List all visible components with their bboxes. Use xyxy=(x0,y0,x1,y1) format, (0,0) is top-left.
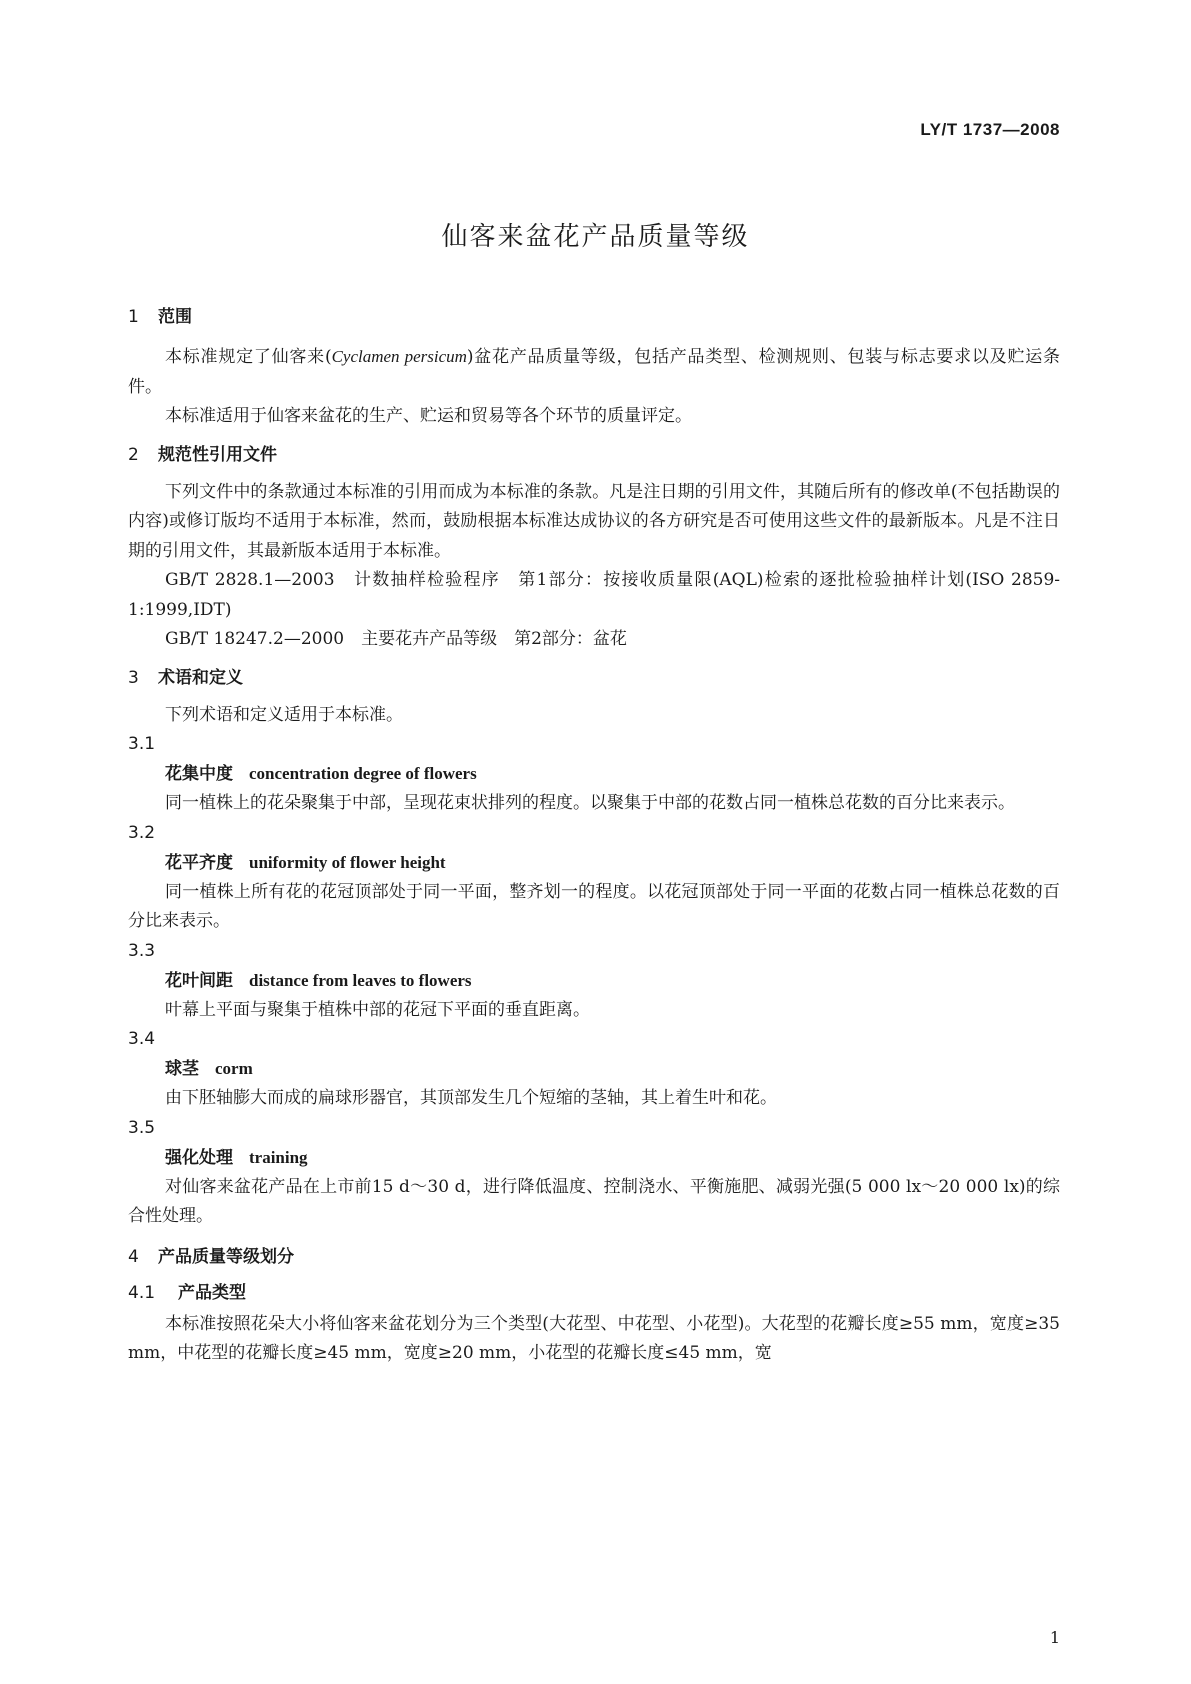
section-4-1-paragraph: 本标准按照花朵大小将仙客来盆花划分为三个类型(大花型、中花型、小花型)。大花型的花瓣长度≥55 mm，宽度≥35 mm，中花型的花瓣长度≥45 mm，宽度≥20 mm，小花型的花瓣长度≤45 mm，宽 xyxy=(128,1313,1060,1363)
term-number: 3.2 xyxy=(128,822,156,843)
section-1-paragraph-2: 本标准适用于仙客来盆花的生产、贮运和贸易等各个环节的质量评定。 xyxy=(165,406,692,426)
term-3-1 xyxy=(128,730,1060,819)
term-3-4 xyxy=(128,1025,1060,1114)
term-number: 3.5 xyxy=(128,1117,156,1138)
term-definition: 同一植株上的花朵聚集于中部，呈现花束状排列的程度。以聚集于中部的花数占同一植株总花数的百分比来表示。 xyxy=(165,793,1015,813)
latin-name: Cyclamen persicum xyxy=(331,347,467,366)
term-english: distance from leaves to flowers xyxy=(249,970,472,990)
term-english: uniformity of flower height xyxy=(249,852,446,872)
subsection-4-1-heading xyxy=(128,1282,1060,1304)
section-3-heading xyxy=(128,667,1060,689)
document-body xyxy=(128,306,1060,1369)
term-number: 3.3 xyxy=(128,940,156,961)
section-2-paragraph: 下列文件中的条款通过本标准的引用而成为本标准的条款。凡是注日期的引用文件，其随后所有的修改单(不包括勘误的内容)或修订版均不适用于本标准，然而，鼓励根据本标准达成协议的各方研究是否可使用这些文件的最新版本。凡是不注日期的引用文件，其最新版本适用于本标准。 xyxy=(128,481,1060,561)
reference-1: GB/T 2828.1—2003 计数抽样检验程序 第1部分：按接收质量限(AQL)检索的逐批检验抽样计划(ISO 2859-1:1999,IDT) xyxy=(128,570,1061,620)
section-title: 范围 xyxy=(158,307,192,327)
section-2-heading xyxy=(128,444,1060,466)
section-1-heading xyxy=(128,306,1060,328)
term-english: corm xyxy=(215,1059,253,1078)
subsection-title: 产品类型 xyxy=(178,1282,246,1303)
reference-2: GB/T 18247.2—2000 主要花卉产品等级 第2部分：盆花 xyxy=(165,629,627,649)
section-4-heading xyxy=(128,1246,1060,1268)
term-english: concentration degree of flowers xyxy=(249,764,477,783)
term-english: training xyxy=(249,1147,308,1167)
section-number: 3 xyxy=(128,667,139,688)
term-definition: 同一植株上所有花的花冠顶部处于同一平面，整齐划一的程度。以花冠顶部处于同一平面的花数占同一植株总花数的百分比来表示。 xyxy=(128,881,1060,931)
section-title: 规范性引用文件 xyxy=(158,444,277,465)
document-title: 仙客来盆花产品质量等级 xyxy=(441,222,750,252)
section-title: 术语和定义 xyxy=(158,667,243,688)
term-chinese: 球茎 xyxy=(165,1059,199,1079)
section-number: 4 xyxy=(128,1246,139,1267)
term-3-3 xyxy=(128,937,1060,1026)
term-3-5 xyxy=(128,1114,1060,1232)
section-1-paragraph-1: 本标准规定了仙客来(Cyclamen persicum)盆花产品质量等级，包括产品类型、检测规则、包装与标志要求以及贮运条件。 xyxy=(128,347,1060,397)
term-3-2 xyxy=(128,819,1060,937)
term-chinese: 花叶间距 xyxy=(165,970,233,991)
page-number: 1 xyxy=(1049,1628,1060,1647)
term-definition: 叶幕上平面与聚集于植株中部的花冠下平面的垂直距离。 xyxy=(165,999,590,1020)
term-chinese: 花平齐度 xyxy=(165,852,233,873)
standard-code: LY/T 1737—2008 xyxy=(920,120,1060,139)
term-definition: 对仙客来盆花产品在上市前15 d～30 d，进行降低温度、控制浇水、平衡施肥、减弱光强(5 000 lx～20 000 lx)的综合性处理。 xyxy=(128,1176,1060,1226)
term-chinese: 花集中度 xyxy=(165,764,233,784)
term-definition: 由下胚轴膨大而成的扁球形器官，其顶部发生几个短缩的茎轴，其上着生叶和花。 xyxy=(165,1088,777,1108)
subsection-number: 4.1 xyxy=(128,1282,156,1303)
section-title: 产品质量等级划分 xyxy=(158,1246,294,1267)
term-number: 3.1 xyxy=(128,734,156,754)
term-chinese: 强化处理 xyxy=(165,1147,233,1168)
term-number: 3.4 xyxy=(128,1029,156,1049)
section-number: 1 xyxy=(128,307,139,327)
section-3-intro: 下列术语和定义适用于本标准。 xyxy=(165,704,403,725)
section-number: 2 xyxy=(128,444,139,465)
